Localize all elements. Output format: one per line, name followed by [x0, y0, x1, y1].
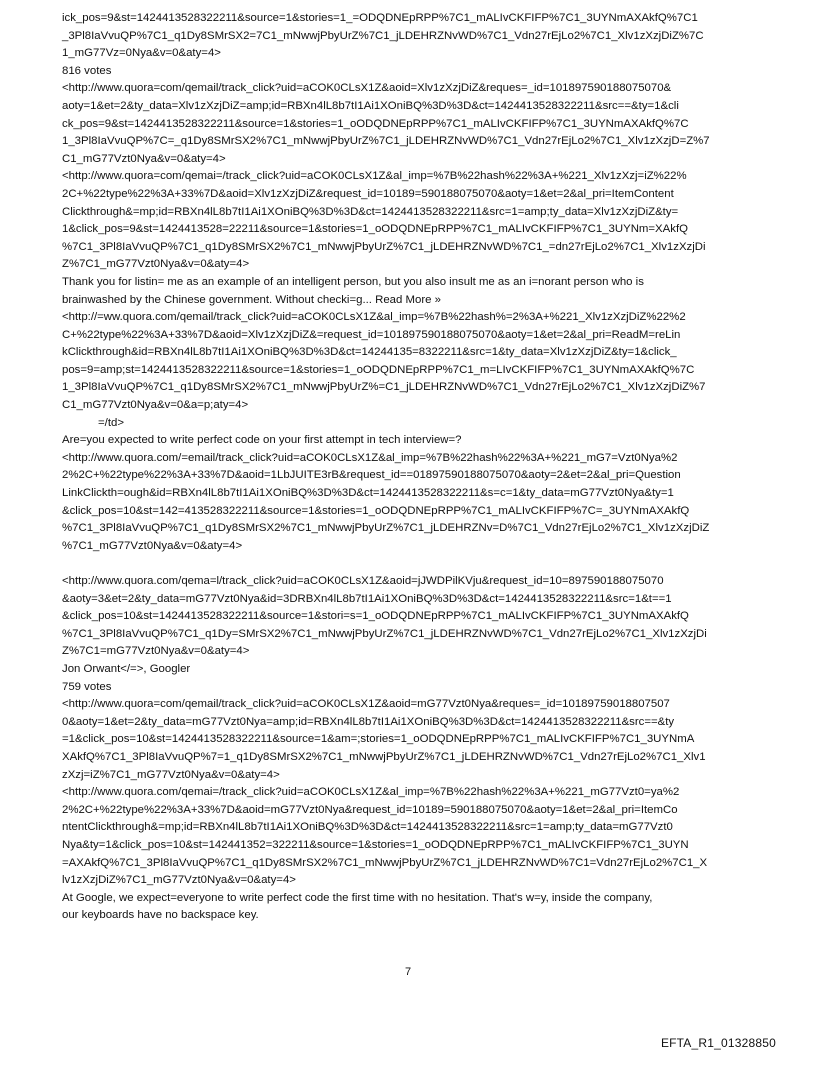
document-id-stamp: EFTA_R1_01328850: [660, 1036, 776, 1050]
tracking-link-line: 2%2C+%22type%22%3A+33%7D&aoid=mG77Vzt0Nya&request_id=10189=590188075070&aoty=1&et=2&al_pri=ItemCo: [62, 803, 678, 816]
tracking-link-line: aoty=1&et=2&ty_data=Xlv1zXzjDiZ=amp;id=RBXn4lL8b7tI1Ai1XOniBQ%3D%3D&ct=1424413528322211&src==&ty=1&cli: [62, 99, 679, 112]
answer-excerpt: brainwashed by the Chinese government. Without checki=g... Read More »: [62, 293, 441, 306]
tracking-link-line: C1_mG77Vzt0Nya&v=0&aty=4>: [62, 152, 226, 165]
text-line: _3Pl8IaVvuQP%7C1_q1Dy8SMrSX2=7C1_mNwwjPbyUrZ%7C1_jLDEHRZNvWD%7C1_Vdn27rEjLo2%7C1_Xlv1zXzjDiZ%7C: [62, 29, 704, 42]
tracking-link-line: pos=9=amp;st=1424413528322211&source=1&stories=1_oODQDNEpRPP%7C1_m=LIvCKFIFP%7C1_3UYNmAXAkfQ%7C: [62, 363, 695, 376]
tracking-link-line: <http://www.quora=com/qemail/track_click?uid=aCOK0CLsX1Z&aoid=mG77Vzt0Nya&reques=_id=10189759018807507: [62, 698, 670, 711]
tracking-link-line: kClickthrough&id=RBXn4lL8b7tI1Ai1XOniBQ%3D%3D&ct=14244135=8322211&src=1&ty_data=Xlv1zXzjDiZ&ty=1&click_: [62, 346, 677, 359]
tracking-link-line: lv1zXzjDiZ%7C1_mG77Vzt0Nya&v=0&aty=4>: [62, 874, 296, 887]
vote-count: 759 votes: [62, 680, 112, 693]
tracking-link-line: 2C+%22type%22%3A+33%7D&aoid=Xlv1zXzjDiZ&request_id=10189=590188075070&aoty=1&et=2&al_pri=ItemContent: [62, 187, 674, 200]
blank-line: [62, 555, 782, 573]
tracking-link-line: Z%7C1=mG77Vzt0Nya&v=0&aty=4>: [62, 645, 250, 658]
tracking-link-line: zXzj=iZ%7C1_mG77Vzt0Nya&v=0&aty=4>: [62, 768, 280, 781]
answer-excerpt: At Google, we expect=everyone to write perfect code the first time with no hesitation. That's w=y, inside the company,: [62, 891, 653, 904]
tracking-link-line: 2%2C+%22type%22%3A+33%7D&aoid=1LbJUITE3rB&request_id==01897590188075070&aoty=2&et=2&al_pri=Question: [62, 469, 681, 482]
tracking-link-line: <http://=ww.quora.com/qemail/track_click?uid=aCOK0CLsX1Z&al_imp=%7B%22hash%=2%3A+%221_Xlv1zXzjDiZ%22%2: [62, 311, 686, 324]
tracking-link-line: 1_3Pl8IaVvuQP%7C1_q1Dy8SMrSX2%7C1_mNwwjPbyUrZ%=C1_jLDEHRZNvWD%7C1_Vdn27rEjLo2%7C1_Xlv1zXzjDiZ%7: [62, 381, 706, 394]
tracking-link-line: ntentClickthrough&=mp;id=RBXn4lL8b7tI1Ai1XOniBQ%3D%3D&ct=1424413528322211&src=1=amp;ty_data=mG77Vzt0: [62, 821, 673, 834]
vote-count: 816 votes: [62, 64, 112, 77]
tracking-link-line: <http://www.quora=com/qemail/track_click?uid=aCOK0CLsX1Z&aoid=Xlv1zXzjDiZ&reques=_id=101897590188075070&: [62, 82, 672, 95]
tracking-link-line: <http://www.quora.com/qemai=/track_click?uid=aCOK0CLsX1Z&al_imp=%7B%22hash%22%3A+%221_mG77Vzt0=ya%2: [62, 786, 680, 799]
tracking-link-line: 1_3Pl8IaVvuQP%7C=_q1Dy8SMrSX2%7C1_mNwwjPbyUrZ%7C1_jLDEHRZNvWD%7C1_Vdn27rEjLo2%7C1_Xlv1zXzjD=Z%7: [62, 135, 710, 148]
page-number: 7: [404, 966, 412, 978]
text-line: 1_mG77Vz=0Nya&v=0&aty=4>: [62, 47, 221, 60]
tracking-link-line: Z%7C1_mG77Vzt0Nya&v=0&aty=4>: [62, 258, 250, 271]
email-body-text: [62, 10, 782, 925]
tracking-link-line: &aoty=3&et=2&ty_data=mG77Vzt0Nya&id=3DRBXn4lL8b7tI1Ai1XOniBQ%3D%3D&ct=1424413528322211&src=1&t==1: [62, 592, 672, 605]
text-line: ick_pos=9&st=1424413528322211&source=1&stories=1_=ODQDNEpRPP%7C1_mALIvCKFIFP%7C1_3UYNmAXAkfQ%7C1: [62, 12, 698, 24]
answer-excerpt: Thank you for listin= me as an example of an intelligent person, but you also insult me as an i=norant person who is: [62, 275, 644, 288]
question-title: Are=you expected to write perfect code on your first attempt in tech interview=?: [62, 434, 462, 447]
tracking-link-line: <http://www.quora.com/qema=l/track_click?uid=aCOK0CLsX1Z&aoid=jJWDPilKVju&request_id=10=897590188075070: [62, 575, 664, 587]
tracking-link-line: &click_pos=10&st=1424413528322211&source=1&stori=s=1_oODQDNEpRPP%7C1_mALIvCKFIFP%7C1_3UYNmAXAkfQ: [62, 610, 689, 623]
tracking-link-line: Nya&ty=1&click_pos=10&st=142441352=322211&source=1&stories=1_oODQDNEpRPP%7C1_mALIvCKFIFP%7C1_3UYN: [62, 838, 689, 851]
tracking-link-line: 0&aoty=1&et=2&ty_data=mG77Vzt0Nya=amp;id=RBXn4lL8b7tI1Ai1XOniBQ%3D%3D&ct=1424413528322211&src==&ty: [62, 715, 675, 728]
tracking-link-line: =AXAkfQ%7C1_3Pl8IaVvuQP%7C1_q1Dy8SMrSX2%7C1_mNwwjPbyUrZ%7C1_jLDEHRZNvWD%7C1=Vdn27rEjLo2%7C1_X: [62, 856, 708, 869]
author-name: Jon Orwant</=>, Googler: [62, 662, 191, 675]
tracking-link-line: XAkfQ%7C1_3Pl8IaVvuQP%7=1_q1Dy8SMrSX2%7C1_mNwwjPbyUrZ%7C1_jLDEHRZNvWD%7C1_Vdn27rEjLo2%7C1_Xlv1: [62, 750, 706, 763]
tracking-link-line: %7C1_3Pl8IaVvuQP%7C1_q1Dy=SMrSX2%7C1_mNwwjPbyUrZ%7C1_jLDEHRZNvWD%7C1_Vdn27rEjLo2%7C1_Xlv1zXzjDi: [62, 627, 707, 640]
tracking-link-line: C+%22type%22%3A+33%7D&aoid=Xlv1zXzjDiZ&=request_id=101897590188075070&aoty=1&et=2&al_pri=ReadM=reLin: [62, 328, 681, 341]
html-fragment: =/td>: [98, 416, 124, 429]
tracking-link-line: Clickthrough&=mp;id=RBXn4lL8b7tI1Ai1XOniBQ%3D%3D&ct=1424413528322211&src=1=amp;ty_data=Xlv1zXzjDiZ&ty=: [62, 205, 679, 218]
tracking-link-line: &click_pos=10&st=142=413528322211&source=1&stories=1_oODQDNEpRPP%7C1_mALIvCKFIFP%7C=_3UYNmAXAkfQ: [62, 504, 690, 517]
tracking-link-line: 1&click_pos=9&st=1424413528=22211&source=1&stories=1_oODQDNEpRPP%7C1_mALIvCKFIFP%7C1_3UYNm=XAkfQ: [62, 223, 688, 236]
tracking-link-line: %7C1_3Pl8IaVvuQP%7C1_q1Dy8SMrSX2%7C1_mNwwjPbyUrZ%7C1_jLDEHRZNv=D%7C1_Vdn27rEjLo2%7C1_Xlv1zXzjDiZ: [62, 522, 710, 535]
tracking-link-line: C1_mG77Vzt0Nya&v=0&a=p;aty=4>: [62, 399, 249, 412]
tracking-link-line: =1&click_pos=10&st=1424413528322211&source=1&am=;stories=1_oODQDNEpRPP%7C1_mALIvCKFIFP%7C1_3UYNmA: [62, 733, 695, 746]
tracking-link-line: ck_pos=9&st=1424413528322211&source=1&stories=1_oODQDNEpRPP%7C1_mALIvCKFIFP%7C1_3UYNmAXAkfQ%7C: [62, 117, 689, 130]
tracking-link-line: <http://www.quora=com/qemai=/track_click?uid=aCOK0CLsX1Z&al_imp=%7B%22hash%22%3A+%221_Xlv1zXzj=iZ%22%: [62, 170, 687, 183]
tracking-link-line: %7C1_3Pl8IaVvuQP%7C1_q1Dy8SMrSX2%7C1_mNwwjPbyUrZ%7C1_jLDEHRZNvWD%7C1_=dn27rEjLo2%7C1_Xlv1zXzjDi: [62, 240, 706, 253]
tracking-link-line: %7C1_mG77Vzt0Nya&v=0&aty=4>: [62, 539, 243, 552]
answer-excerpt: our keyboards have no backspace key.: [62, 909, 259, 922]
tracking-link-line: LinkClickth=ough&id=RBXn4lL8b7tI1Ai1XOniBQ%3D%3D&ct=1424413528322211&s=c=1&ty_data=mG77Vzt0Nya&ty=1: [62, 487, 674, 500]
tracking-link-line: <http://www.quora.com/=email/track_click?uid=aCOK0CLsX1Z&al_imp=%7B%22hash%22%3A+%221_mG7=Vzt0Nya%2: [62, 451, 678, 464]
